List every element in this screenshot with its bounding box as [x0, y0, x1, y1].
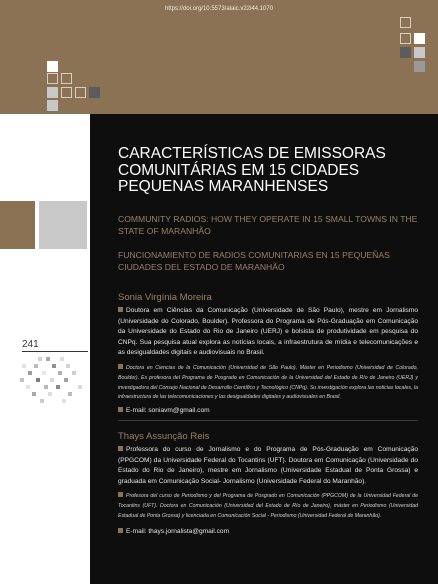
author-name: Thays Assunção Reis — [118, 431, 210, 442]
deco-square — [414, 33, 425, 44]
author-email[interactable] — [118, 528, 229, 535]
bullet-icon — [118, 492, 123, 497]
deco-block-brown — [0, 201, 35, 249]
deco-square — [400, 47, 411, 58]
author-bio-portuguese — [118, 306, 418, 359]
author-bio-spanish — [118, 364, 418, 403]
bullet-icon — [118, 307, 123, 312]
deco-square — [47, 61, 58, 72]
deco-square — [400, 33, 411, 44]
article-title-spanish: FUNCIONAMIENTO DE RADIOS COMUNITARIAS EN 15 PEQUEÑAS CIUDADES DEL ESTADO DE MARANHÃO — [118, 250, 390, 272]
deco-square — [61, 87, 72, 98]
deco-square — [47, 100, 58, 111]
header-band — [0, 0, 438, 114]
doi-link[interactable]: https://doi.org/10.5573/alaic.v22i44.1070 — [164, 6, 274, 12]
deco-square — [47, 73, 58, 84]
deco-block-grey — [39, 201, 87, 249]
author-name: Sonia Virgínia Moreira — [118, 292, 212, 303]
bullet-icon — [118, 407, 123, 412]
author-email-text[interactable]: E-mail: soniavm@gmail.com — [126, 407, 210, 414]
page-number-rule — [22, 351, 88, 352]
deco-square — [61, 73, 72, 84]
author-bio-text: Professora do curso de Jornalismo e do Programa de Pós-Graduação em Comunicação (PPGCOM) da Universidade Federal do Tocantins (UFT). Doutora em Comunicação (Universidade do Estado do Rio de Janeiro), mestre em Jornalismo (Universidade Estadual de Ponta Grossa) e graduada em Comunicação Social- Jornalismo (Universidade Federal do Maranhão). — [118, 446, 418, 485]
bullet-icon — [118, 446, 123, 451]
bullet-icon — [118, 528, 123, 533]
author-bio-text: Doctora en Ciencias de la Comunicación (Universidad de São Paulo), Máster en Periodismo (Universidad de Colorado, Boulder). Es profesora del Programa de Posgrado en Comunicación de la Universidad del Estado de Río de Janeiro (UERJ) y investigadora del Consejo Nacional de Desarrollo Científico y Tecnológico (CNPq). Su investigación explora las noticias locales, la infraestructura de las telecomunicaciones y las desigualdades digitales y audiovisuales en Brasil. — [118, 365, 418, 401]
author-bio-text: Doutora em Ciências da Comunicação (Universidade de São Paulo), mestre em Jornalismo (Universidade do Colorado, Boulder). Professora do Programa de Pós-Graduação em Comunicação da Universidade do Estado do Rio de Janeiro (UERJ) e bolsista de produtividade em pesquisa do CNPq. Sua pesquisa atual explora as notícias locais, a infraestrutura de mídia e telecomunicações e as desigualdades digitais e audiovisuais no Brasil. — [118, 307, 418, 357]
author-bio-spanish — [118, 492, 418, 521]
deco-square — [400, 17, 411, 28]
article-title-english: COMMUNITY RADIOS: HOW THEY OPERATE IN 15 SMALL TOWNS IN THE STATE OF MARANHÃO — [118, 214, 418, 236]
bullet-icon — [118, 364, 123, 369]
page-number: 241 — [22, 339, 39, 350]
deco-square — [47, 87, 58, 98]
deco-square — [89, 87, 100, 98]
deco-square — [414, 47, 425, 58]
author-bio-portuguese — [118, 445, 418, 487]
author-email[interactable] — [118, 407, 210, 414]
article-title: CARACTERÍSTICAS DE EMISSORAS COMUNITÁRIAS EM 15 CIDADES PEQUENAS MARANHENSES — [118, 145, 386, 195]
deco-square — [414, 61, 425, 72]
author-divider — [118, 420, 418, 421]
deco-square — [75, 87, 86, 98]
author-email-text[interactable]: E-mail: thays.jornalista@gmail.com — [126, 528, 230, 535]
author-bio-text: Profesora del curso de Periodismo y del Programa de Posgrado en Comunicación (PPGCOM) de la Universidad Federal de Tocantins (UFT). Doctora en Comunicación (Universidad del Estado de Río de Janeiro), máster en Periodismo (Universidad Estadual de Ponta Grossa) y licenciada en Comunicación Social - Periodismo (Universidad Federal de Maranhão). — [118, 493, 418, 519]
